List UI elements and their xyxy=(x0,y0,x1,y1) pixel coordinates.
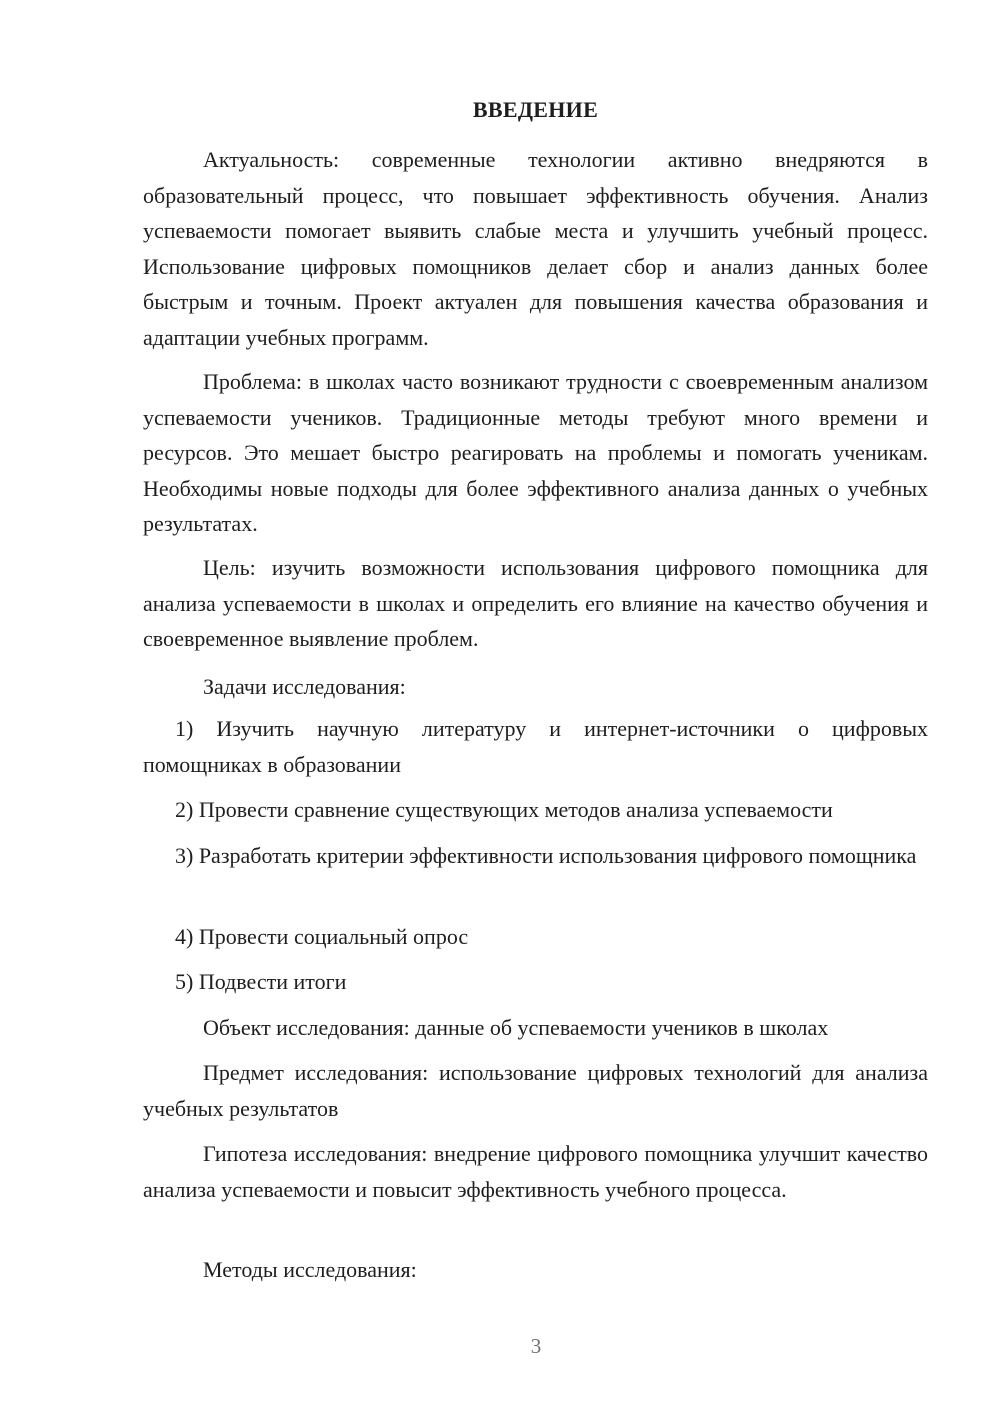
task-item-4: 4) Провести социальный опрос xyxy=(175,924,469,949)
paragraph-subject: Предмет исследования: использование цифровых технологий для анализа учебных результатов xyxy=(143,1060,928,1121)
section-title: ВВЕДЕНИЕ xyxy=(472,97,599,122)
paragraph-problem: Проблема: в школах часто возникают трудности с своевременным анализом успеваемости учеников. Традиционные методы требуют много времени и ресурсов. Это мешает быстро реагировать на проблемы и помогать ученикам. Необходимы новые подходы для более эффективного анализа данных о учебных результатах. xyxy=(143,369,928,536)
tasks-heading: Задачи исследования: xyxy=(203,674,406,699)
task-item-3: 3) Разработать критерии эффективности использования цифрового помощника xyxy=(175,843,917,868)
paragraph-relevance: Актуальность: современные технологии активно внедряются в образовательный процесс, что повышает эффективность обучения. Анализ успеваемости помогает выявить слабые места и улучшить учебный процесс. Использование цифровых помощников делает сбор и анализ данных более быстрым и точным. Проект актуален для повышения качества образования и адаптации учебных программ. xyxy=(143,147,928,350)
task-item-5: 5) Подвести итоги xyxy=(175,969,347,994)
paragraph-goal: Цель: изучить возможности использования цифрового помощника для анализа успеваемости в школах и определить его влияние на качество обучения и своевременное выявление проблем. xyxy=(143,555,928,651)
methods-heading: Методы исследования: xyxy=(203,1257,417,1282)
task-item-2: 2) Провести сравнение существующих методов анализа успеваемости xyxy=(175,797,833,822)
paragraph-hypothesis: Гипотеза исследования: внедрение цифрового помощника улучшит качество анализа успеваемости и повысит эффективность учебного процесса. xyxy=(143,1141,928,1202)
page-number: 3 xyxy=(530,1334,542,1358)
paragraph-object: Объект исследования: данные об успеваемости учеников в школах xyxy=(203,1015,829,1040)
task-item-1: 1) Изучить научную литературу и интернет-источники о цифровых помощниках в образовании xyxy=(143,716,928,777)
